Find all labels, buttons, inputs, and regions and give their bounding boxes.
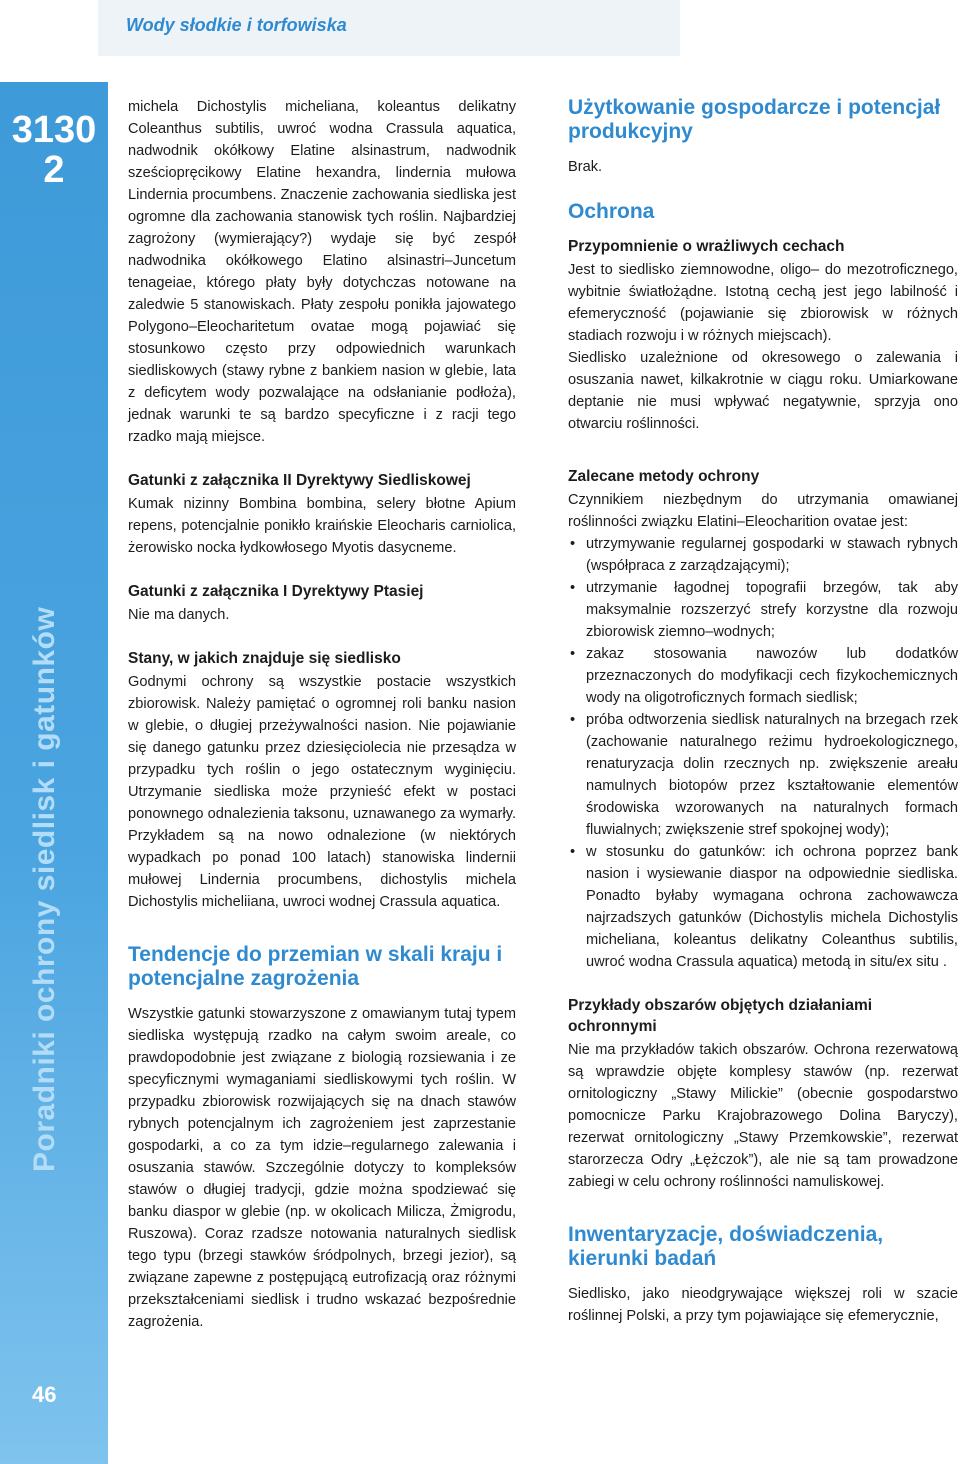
protection-methods-list (568, 533, 958, 973)
paragraph-inwentaryzacje: Siedlisko, jako nieodgrywające większej roli w szacie roślinnej Polski, a przy tym pojawiające się efemerycznie, (568, 1286, 958, 1324)
paragraph-gatunki-zal-ii: Kumak nizinny Bombina bombina, selery błotne Apium repens, potencjalnie ponikło kraińskie Eleocharis carniolica, żerowisko nocka łydkowłosego Myotis dasycneme. (128, 496, 516, 556)
intro-paragraph: michela Dichostylis micheliana, koleantus delikatny Coleanthus subtilis, uwroć wodna Crassula aquatica, nadwodnik okółkowy Elatine alsinastrum, nadwodnik sześciopręcikowy Elatine hexandra, lindernia mułowa Lindernia procumbens. Znaczenie zachowania siedliska jest ogromne dla zachowania stanowisk tych roślin. Najbardziej zagrożony (wymierający?) wydaje się być zespół nadwodnika okółkowego Elatino alsinastri–Juncetum tenageiae, którego płaty były dotychczas notowane na zaledwie 5 stanowiskach. Płaty zespołu ponikła jajowatego Polygono–Eleocharitetum ovatae mogą pojawiać się stosunkowo często przy odpowiednich warunkach siedliskowych (stawy rybne z bankiem nasion w glebie, lata z deficytem wody pozwalające na odsłanianie podłoża), jednak warunki te są bardzo specyficzne i z racji tego rzadko mają miejsce. (128, 99, 516, 445)
heading-inwentaryzacje: Inwentaryzacje, doświadczenia, kierunki badań (568, 1223, 884, 1270)
list-item: • zakaz stosowania nawozów lub dodatków przeznaczonych do modyfikacji cech fizykochemicznych wody na oligotroficznych formach siedlisk; (568, 643, 958, 709)
column-left-bottom (128, 470, 516, 1333)
habitat-code-sub: 2 (43, 149, 65, 191)
sidebar (0, 82, 108, 1464)
paragraph-przypomnienie-2: Siedlisko uzależnione od okresowego o zalewania i osuszania nawet, kilkakrotnie w ciągu roku. Umiarkowane deptanie nie musi wpływać negatywnie, sprzyja ono otwarciu roślinności. (568, 350, 958, 432)
paragraph-stany: Godnymi ochrony są wszystkie postacie wszystkich zbiorowisk. Należy pamiętać o ogromnej roli banku nasion w glebie, o długiej przeżywalności nasion. Nie pojawianie się danego gatunku przez dziesięciolecia nie przesądza w przypadku tych roślin o jego ostatecznym wyginięciu. Utrzymanie siedliska może przynieść efekt w postaci ponownego odnalezienia taksonu, uznawanego za wymarły. Przykładem są na nowo odnalezione (w niektórych wypadkach po ponad 100 latach) stanowiska lindernii mułowej Lindernia procumbens, dichostylis michela Dichostylis micheliiana, uwroci wodnej Crassula aquatica. (128, 674, 516, 910)
paragraph-gatunki-zal-i: Nie ma danych. (128, 607, 230, 623)
habitat-code (0, 110, 108, 190)
list-item: • w stosunku do gatunków: ich ochrona poprzez bank nasion i wysiewanie diaspor na odpowiednie siedliska. Ponadto byłaby wymagana ochrona zachowawcza najrzadszych gatunków (Dichostylis michela Dichostylis micheliana, koleantus delikatny Coleanthus subtilis, uwroć wodna Crassula aquatica) metodą in situ/ex situ . (568, 841, 958, 973)
series-title-vertical: Poradniki ochrony siedlisk i gatunków (28, 606, 61, 1172)
heading-przypomnienie: Przypomnienie o wrażliwych cechach (568, 238, 845, 255)
list-item: • utrzymanie łagodnej topografii brzegów, tak aby maksymalnie rozszerzyć strefy korzystne dla rozwoju zbiorowisk ziemno–wodnych; (568, 577, 958, 643)
paragraph-tendencje: Wszystkie gatunki stowarzyszone z omawianym tutaj typem siedliska występują rzadko na całym swoim areale, co prawdopodobnie jest związane z biologią rozsiewania i ze specyficznymi wymaganiami siedliskowymi tych roślin. W przypadku zbiorowisk rozwijających się na dnach stawów rybnych potencjalnym ich zagrożeniem jest zaprzestanie gospodarki, a co za tym idzie–regularnego zalewania i osuszania stawów. Szczególnie dotyczy to kompleksów stawów o długiej tradycji, gdzie można spodziewać się banku diaspor w glebie (np. w okolicach Milicza, Żmigrodu, Ruszowa). Coraz rzadsze notowania naturalnych siedlisk tego typu (brzegi stawków śródpolnych, brzegi jezior), są związane zapewne z postępującą eutrofizacją oraz różnymi przekształceniami siedlisk i trudno wskazać bezpośrednie zagrożenia. (128, 1006, 516, 1330)
paragraph-przyklady: Nie ma przykładów takich obszarów. Ochrona rezerwatową są wprawdzie objęte komplesy stawów (np. rezerwat ornitologiczny „Stawy Milickie” (obecnie gospodarstwo pomocnicze Parku Krajobrazowego Dolina Baryczy), rezerwat ornitologiczny „Stawy Przemkowskie”, rezerwat starorzecza Odry „Łężczok”), ale nie są tam prowadzone zabiegi w celu ochrony roślinności namuliskowej. (568, 1042, 958, 1190)
heading-przyklady: Przykłady obszarów objętych działaniami ochronnymi (568, 997, 873, 1035)
habitat-code-number: 3130 (11, 109, 97, 151)
column-right-bottom (568, 466, 958, 1327)
paragraph-uzytkowanie: Brak. (568, 159, 603, 175)
heading-gatunki-zal-ii: Gatunki z załącznika II Dyrektywy Siedliskowej (128, 472, 471, 489)
column-left-top (128, 96, 516, 448)
heading-stany: Stany, w jakich znajduje się siedlisko (128, 650, 401, 667)
column-right-top (568, 96, 958, 435)
heading-ochrona: Ochrona (568, 200, 655, 223)
heading-uzytkowanie: Użytkowanie gospodarcze i potencjał produkcyjny (568, 96, 941, 143)
paragraph-zalecane: Czynnikiem niezbędnym do utrzymania omawianej roślinności związku Elatini–Eleocharition ovatae jest: (568, 492, 958, 530)
running-header: Wody słodkie i torfowiska (126, 15, 347, 35)
list-item: • utrzymywanie regularnej gospodarki w stawach rybnych (współpraca z zarządzającymi); (568, 533, 958, 577)
heading-tendencje: Tendencje do przemian w skali kraju i potencjalne zagrożenia (128, 943, 503, 990)
page-number: 46 (32, 1382, 57, 1407)
list-item: • próba odtworzenia siedlisk naturalnych na brzegach rzek (zachowanie naturalnego reżimu hydroekologicznego, renaturyzacja dolin rzecznych np. zwiększenie areału namulnych biotopów przez kształtowanie elementów środowiska wzorowanych na naturalnych formach fluwialnych; zwiększenie stref spokojnej wody); (568, 709, 958, 841)
heading-zalecane: Zalecane metody ochrony (568, 468, 760, 485)
heading-gatunki-zal-i: Gatunki z załącznika I Dyrektywy Ptasiej (128, 583, 424, 600)
paragraph-przypomnienie-1: Jest to siedlisko ziemnowodne, oligo– do mezotroficznego, wybitnie światłożądne. Istotną cechą jest jego labilność i efemeryczność (pojawianie się zbiorowisk w różnych stadiach rozwoju i w różnych miejscach). (568, 262, 958, 344)
